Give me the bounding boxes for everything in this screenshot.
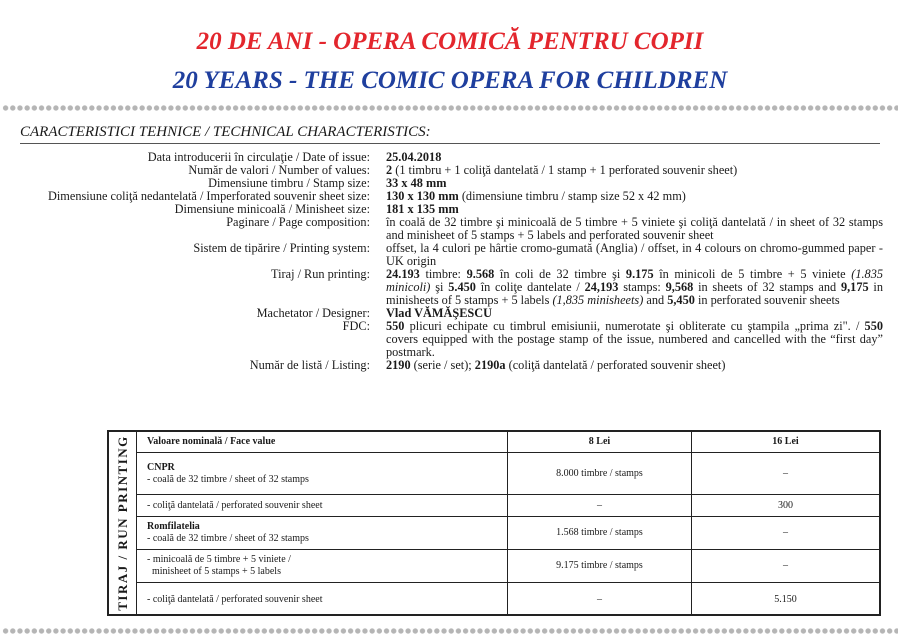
spec-row xyxy=(0,242,900,268)
spec-label: Machetator / Designer: xyxy=(256,306,370,320)
spec-value xyxy=(386,268,883,307)
dotted-divider-bottom xyxy=(2,627,898,635)
header-face-value: Valoare nominală / Face value xyxy=(147,436,276,447)
title-romanian: 20 DE ANI - OPERA COMICĂ PENTRU COPII xyxy=(196,28,704,55)
spec-row xyxy=(0,216,900,242)
spec-value-text: în coală de 32 timbre şi minicoală de 5 timbre + 5 viniete şi coliţă dantelată / in sheet of 32 stamps and minisheet of 5 stamps + 5 labels and perforated souvenir sheet xyxy=(386,215,883,242)
table-header-row xyxy=(137,432,879,453)
spec-label: Dimensiune timbru / Stamp size: xyxy=(208,176,370,190)
header-16-lei: 16 Lei xyxy=(772,436,799,447)
spec-label: Tiraj / Run printing: xyxy=(271,267,370,281)
cell-16-lei: – xyxy=(783,467,788,479)
spec-value-text: stamps: xyxy=(618,280,666,294)
spec-value-text: (coliţă dantelată / perforated souvenir sheet) xyxy=(505,358,726,372)
cell-16-lei: – xyxy=(783,560,788,571)
spec-value-bold: 9,568 xyxy=(665,280,694,294)
run-printing-side-label xyxy=(109,432,137,614)
row-label-line: - coliţă dantelată / perforated souvenir sheet xyxy=(147,499,323,511)
spec-label: Dimensiune coliţă nedantelată / Imperforated souvenir sheet size: xyxy=(48,189,370,203)
spec-value-text: (1 timbru + 1 coliţă dantelată / 1 stamp + 1 perforated souvenir sheet) xyxy=(392,163,738,177)
spec-value-text: offset, la 4 culori pe hârtie cromo-gumată (Anglia) / offset, in 4 colours on chromo-gummed paper - UK origin xyxy=(386,241,883,268)
spec-value-bold: Vlad VĂMĂŞESCU xyxy=(386,306,493,320)
heading-underline xyxy=(20,143,880,144)
row-label-cell xyxy=(137,583,507,616)
spec-value-italic: (1,835 minisheets) xyxy=(552,293,644,307)
row-label-line: minisheet of 5 stamps + 5 labels xyxy=(147,566,281,577)
spec-row xyxy=(0,359,900,372)
spec-value-bold: 33 x 48 mm xyxy=(386,176,447,190)
table-row xyxy=(137,517,879,550)
row-label-line: - coală de 32 timbre / sheet of 32 stamps xyxy=(147,533,309,544)
cell-8-lei: – xyxy=(507,583,692,616)
cell-16-lei: 300 xyxy=(778,499,793,511)
row-label-line: - coală de 32 timbre / sheet of 32 stamps xyxy=(147,473,309,485)
spec-value-text: în minicoli de 5 timbre + 5 viniete xyxy=(653,267,852,281)
section-heading: CARACTERISTICI TEHNICE / TECHNICAL CHARACTERISTICS: xyxy=(20,124,431,140)
spec-value-bold: 25.04.2018 xyxy=(386,150,442,164)
cell-16-lei: – xyxy=(783,527,788,538)
spec-row xyxy=(0,320,900,359)
cell-8-lei: 8.000 timbre / stamps xyxy=(507,453,692,494)
row-distributor: Romfilatelia xyxy=(147,521,200,532)
cell-8-lei: – xyxy=(507,495,692,516)
spec-value-text: şi xyxy=(430,280,449,294)
spec-label: FDC: xyxy=(342,319,370,333)
table-row xyxy=(137,583,879,616)
spec-label: Dimensiune minicoală / Minisheet size: xyxy=(174,202,370,216)
spec-value-bold: 2 xyxy=(386,163,393,177)
row-label-cell xyxy=(137,550,507,582)
spec-value-bold: 550 xyxy=(386,319,405,333)
run-printing-table xyxy=(107,430,881,616)
spec-value-text: în coliţe dantelate / xyxy=(475,280,585,294)
spec-value-bold: 181 x 135 mm xyxy=(386,202,459,216)
spec-label: Număr de listă / Listing: xyxy=(249,358,370,372)
spec-value xyxy=(386,164,883,177)
spec-value-bold: 24.193 xyxy=(386,267,420,281)
spec-value-text: în coli de 32 timbre şi xyxy=(494,267,626,281)
row-label-line: - minicoală de 5 timbre + 5 viniete / xyxy=(147,554,291,565)
spec-row xyxy=(0,268,900,307)
side-label-text: TIRAJ / RUN PRINTING xyxy=(114,435,130,611)
spec-value-bold: 2190 xyxy=(386,358,411,372)
spec-value-bold: 9.568 xyxy=(466,267,495,281)
row-label-cell xyxy=(137,453,507,494)
spec-value-text: timbre: xyxy=(419,267,467,281)
spec-value-text: (dimensiune timbru / stamp size 52 x 42 mm) xyxy=(458,189,686,203)
spec-value-text: and xyxy=(643,293,668,307)
spec-value-text: plicuri echipate cu timbrul emisiunii, numerotate şi obliterate cu ştampila „prima zi". / xyxy=(404,319,865,333)
spec-value-text: (serie / set); xyxy=(410,358,475,372)
spec-value-bold: 130 x 130 mm xyxy=(386,189,459,203)
spec-value-text: in sheets of 32 stamps and xyxy=(693,280,841,294)
spec-value-bold: 2190a xyxy=(474,358,506,372)
cell-8-lei: 1.568 timbre / stamps xyxy=(507,517,692,549)
spec-value-text: in minisheets of 5 stamps + 5 labels xyxy=(386,280,883,307)
technical-specs-list xyxy=(0,151,900,372)
spec-label: Data introducerii în circulaţie / Date of issue: xyxy=(147,150,370,164)
spec-value xyxy=(386,216,883,242)
spec-value xyxy=(386,190,883,203)
spec-row xyxy=(0,164,900,177)
spec-value-bold: 5.450 xyxy=(448,280,476,294)
spec-label: Sistem de tipărire / Printing system: xyxy=(193,241,370,255)
dotted-divider-top xyxy=(2,104,898,112)
spec-value-text: covers equipped with the postage stamp of the issue, numbered and cancelled with the “first day” postmark. xyxy=(386,332,883,359)
table-row xyxy=(137,550,879,583)
table-row xyxy=(137,453,879,495)
spec-value-bold: 5,450 xyxy=(667,293,695,307)
title-english: 20 YEARS - THE COMIC OPERA FOR CHILDREN xyxy=(172,67,728,94)
spec-value-text: in perforated souvenir sheets xyxy=(694,293,840,307)
row-label-cell xyxy=(137,517,507,549)
cell-16-lei: 5.150 xyxy=(774,593,797,605)
row-distributor: CNPR xyxy=(147,461,175,473)
run-printing-grid xyxy=(137,432,879,614)
header-8-lei: 8 Lei xyxy=(507,432,692,452)
table-row xyxy=(137,495,879,517)
spec-value xyxy=(386,242,883,268)
spec-label: Număr de valori / Number of values: xyxy=(188,163,370,177)
spec-value-bold: 24,193 xyxy=(584,280,619,294)
spec-value-bold: 9,175 xyxy=(840,280,869,294)
cell-8-lei: 9.175 timbre / stamps xyxy=(507,550,692,582)
spec-value xyxy=(386,320,883,359)
row-label-cell xyxy=(137,495,507,516)
spec-value-italic: (1.835 minicoli) xyxy=(386,267,883,294)
spec-value xyxy=(386,359,883,372)
row-label-line: - coliţă dantelată / perforated souvenir sheet xyxy=(147,593,323,605)
spec-value-bold: 9.175 xyxy=(625,267,654,281)
spec-label: Paginare / Page composition: xyxy=(226,215,370,229)
spec-value-bold: 550 xyxy=(864,319,883,333)
